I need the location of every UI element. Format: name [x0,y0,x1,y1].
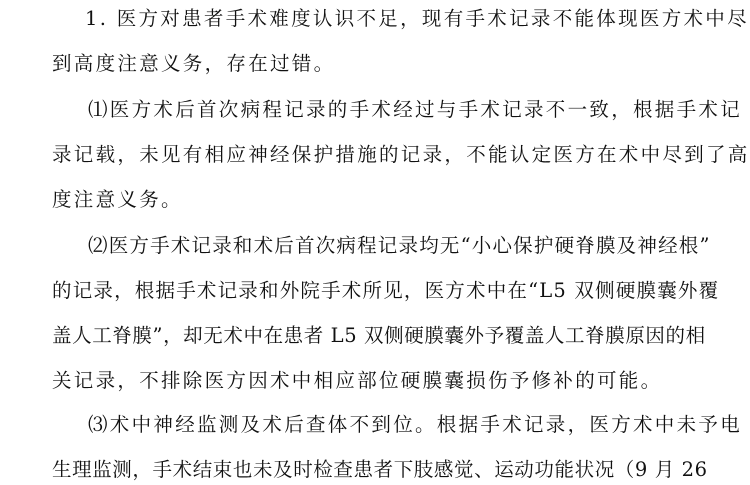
paragraph-3-line-4: 关记录，不排除医方因术中相应部位硬膜囊损伤予修补的可能。 [52,369,663,392]
paragraph-1-line-2: 到高度注意义务，存在过错。 [52,52,336,75]
paragraph-2-line-1: ⑴医方术后首次病程记录的手术经过与手术记录不一致，根据手术记 [88,98,743,121]
paragraph-1-line-1: 1. 医方对患者手术难度认识不足，现有手术记录不能体现医方术中尽 [85,7,749,30]
paragraph-4-line-2: 生理监测，手术结束也未及时检查患者下肢感觉、运动功能状况（9 月 26 [52,458,708,481]
paragraph-2-line-3: 度注意义务。 [52,188,183,211]
paragraph-3-line-1: ⑵医方手术记录和术后首次病程记录均无“小心保护硬脊膜及神经根” [88,234,711,257]
paragraph-3-line-2: 的记录，根据手术记录和外院手术所见，医方术中在“L5 双侧硬膜囊外覆 [52,279,720,302]
paragraph-4-line-1: ⑶术中神经监测及术后查体不到位。根据手术记录，医方术中未予电 [88,413,743,436]
paragraph-2-line-2: 录记载，未见有相应神经保护措施的记录，不能认定医方在术中尽到了高 [52,143,750,166]
paragraph-3-line-3: 盖人工脊膜”，却无术中在患者 L5 双侧硬膜囊外予覆盖人工脊膜原因的相 [52,324,706,347]
